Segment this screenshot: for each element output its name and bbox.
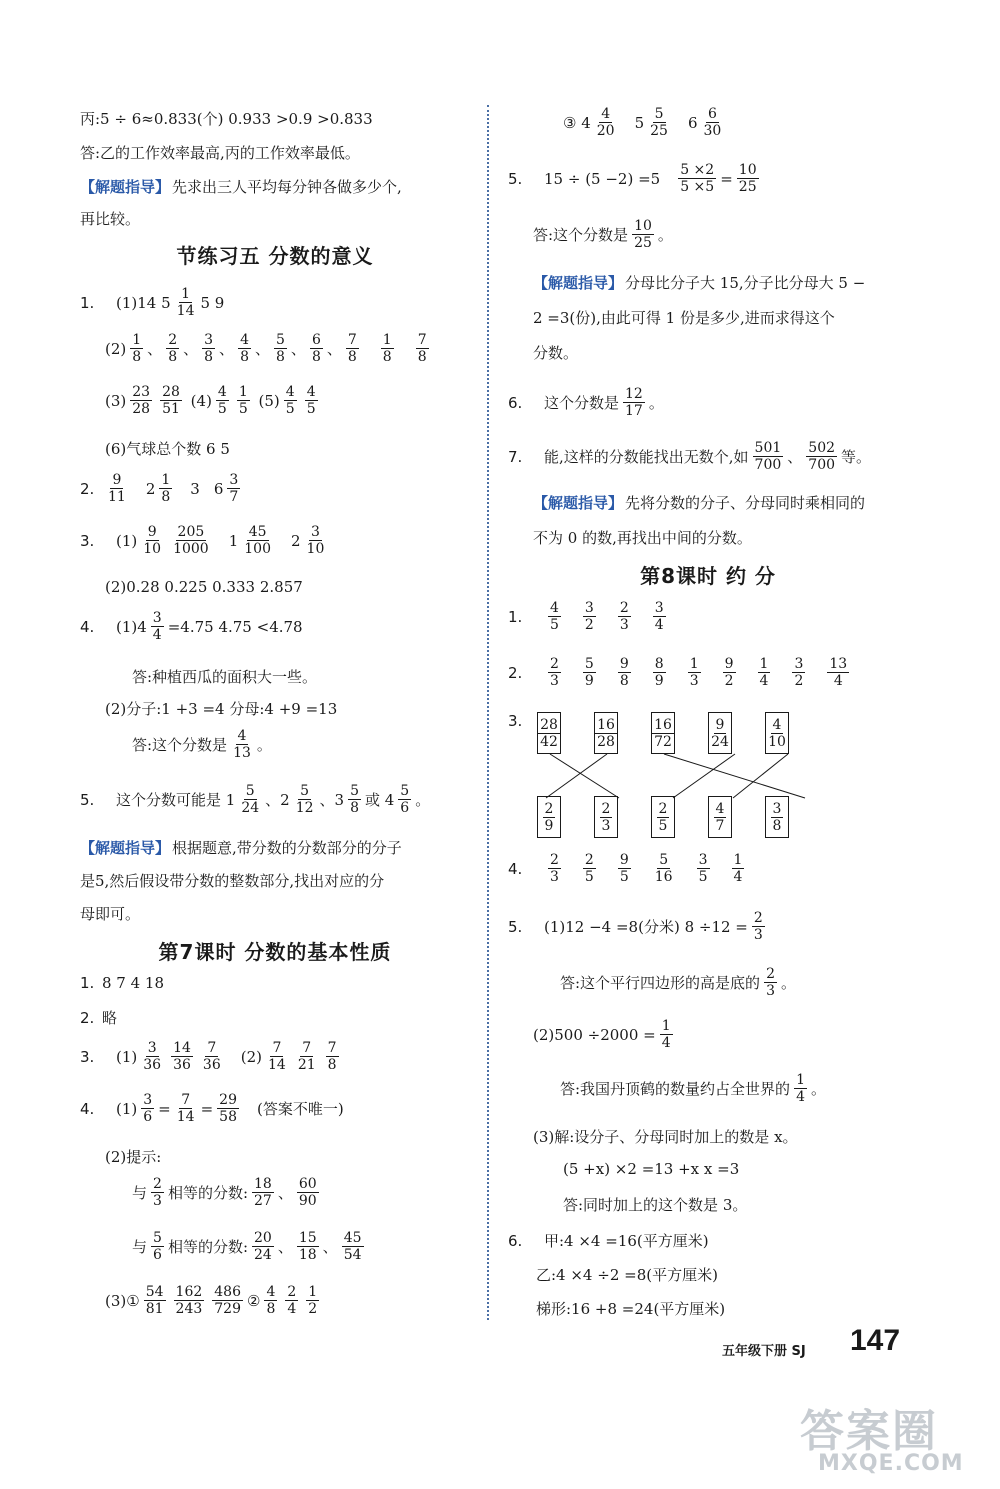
- guide-line: 【解题指导】 根据题意,带分数的分数部分的分子: [80, 839, 402, 857]
- match-box-bottom: $\frac{4}{7}$: [708, 796, 732, 838]
- answer-1-3: (3) $\frac{23}{28}$ $\frac{28}{51}$ (4) $\frac{4}{5}$ $\frac{1}{5}$ (5) $\frac{4}{5}$ $\frac{4}{5}$: [105, 384, 316, 417]
- text-line: (2)提示:: [105, 1148, 162, 1166]
- match-box-top: $\frac{16}{28}$: [594, 712, 618, 754]
- answer-1-1: 1. (1)14 5 $\frac{1}{14}$ 5 9: [80, 286, 225, 319]
- answer-r-3: ③ 4 $\frac{4}{20}$ 5 $\frac{5}{25}$ 6 $\frac{6}{30}$: [563, 106, 722, 139]
- matching-diagram: [533, 710, 833, 840]
- text-line: 答:我国丹顶鹤的数量约占全世界的 $\frac{1}{4}$ 。: [560, 1072, 826, 1105]
- answer-s4-1: 4. (1) $\frac{3}{6}$ = $\frac{7}{14}$ = $\frac{29}{58}$ (答案不唯一): [80, 1092, 344, 1125]
- answer-y2: 2. $\frac{2}{3}$ $\frac{5}{9}$ $\frac{9}{8}$ $\frac{8}{9}$ $\frac{1}{3}$ $\frac{9}{2}$ $\frac{1}{4}$ $\frac{3}{2}$ $\frac{13}{4}$: [508, 656, 848, 689]
- text-line: 不为 0 的数,再找出中间的分数。: [533, 529, 752, 547]
- text-line: 与 $\frac{2}{3}$ 相等的分数: $\frac{18}{27}$ 、 $\frac{60}{90}$: [132, 1176, 317, 1209]
- answer-s4-3: (3)① $\frac{54}{81}$ $\frac{162}{243}$ $\frac{486}{729}$ ② $\frac{4}{8}$ $\frac{2}{4}$ $\frac{1}{2}$: [105, 1284, 318, 1317]
- answer-r7: 7. 能,这样的分数能找出无数个,如 $\frac{501}{700}$ 、 $\frac{502}{700}$ 等。: [508, 440, 872, 473]
- guide-label: 【解题指导】: [80, 178, 171, 196]
- section-heading: 第7课时 分数的基本性质: [158, 940, 392, 964]
- match-box-bottom: $\frac{2}{3}$: [594, 796, 618, 838]
- answer-1-6: (6)气球总个数 6 5: [105, 440, 230, 458]
- text-line: 母即可。: [80, 905, 141, 923]
- text-line: 丙:5 ÷ 6≈0.833(个) 0.933 >0.9 >0.833: [80, 110, 373, 128]
- text-line: 乙:4 ×4 ÷2 =8(平方厘米): [536, 1266, 718, 1284]
- text-line: 再比较。: [80, 210, 141, 228]
- match-box-top: $\frac{4}{10}$: [765, 712, 789, 754]
- guide-line: 【解题指导】 分母比分子大 15,分子比分母大 5 −: [533, 274, 866, 292]
- answer-5: 5. 这个分数可能是 1 $\frac{5}{24}$ 、2 $\frac{5}{12}$ 、3 $\frac{5}{8}$ 或 4 $\frac{5}{6}$ 。: [80, 783, 431, 816]
- text-line: 分数。: [533, 344, 579, 362]
- text-line: 与 $\frac{5}{6}$ 相等的分数: $\frac{20}{24}$ 、 $\frac{15}{18}$ 、 $\frac{45}{54}$: [132, 1230, 362, 1263]
- match-box-bottom: $\frac{3}{8}$: [765, 796, 789, 838]
- column-divider: [487, 105, 489, 1320]
- text-line: 答:同时加上的这个数是 3。: [563, 1196, 748, 1214]
- text-line: (5 +x) ×2 =13 +x x =3: [563, 1160, 740, 1178]
- answer-s2: 2. 略: [80, 1008, 118, 1027]
- section-heading: 节练习五 分数的意义: [176, 244, 374, 268]
- answer-y6: 6. 甲:4 ×4 =16(平方厘米): [508, 1231, 709, 1250]
- text-line: (3)解:设分子、分母同时加上的数是 x。: [533, 1128, 798, 1146]
- answer-r6: 6. 这个分数是 $\frac{12}{17}$ 。: [508, 386, 664, 419]
- text-line: 梯形:16 +8 =24(平方厘米): [536, 1300, 726, 1318]
- text-line: 答:这个分数是 $\frac{4}{13}$ 。: [132, 728, 272, 761]
- match-box-top: $\frac{9}{24}$: [708, 712, 732, 754]
- answer-3-1: 3. (1) $\frac{9}{10}$ $\frac{205}{1000}$ 1 $\frac{45}{100}$ 2 $\frac{3}{10}$: [80, 524, 325, 557]
- match-box-top: $\frac{28}{42}$: [537, 712, 561, 754]
- text-line: 2 =3(份),由此可得 1 份是多少,进而求得这个: [533, 309, 835, 327]
- page-number: 147: [850, 1324, 901, 1357]
- footer-grade-label: 五年级下册 SJ: [722, 1344, 806, 1359]
- answer-s3: 3. (1) $\frac{3}{36}$ $\frac{14}{36}$ $\frac{7}{36}$ (2) $\frac{7}{14}$ $\frac{7}{21}$ $\frac{7}{8}$: [80, 1040, 337, 1073]
- match-box-top: $\frac{16}{72}$: [651, 712, 675, 754]
- text-line: 是5,然后假设带分数的整数部分,找出对应的分: [80, 872, 385, 890]
- guide-line: 【解题指导】 先将分数的分子、分母同时乘相同的: [533, 494, 866, 512]
- text-line: 答:乙的工作效率最高,丙的工作效率最低。: [80, 144, 360, 162]
- text-line: 答:这个平行四边形的高是底的 $\frac{2}{3}$ 。: [560, 966, 796, 999]
- answer-2: 2. $\frac{9}{11}$ 2 $\frac{1}{8}$ 3 6 $\frac{3}{7}$: [80, 472, 239, 505]
- text-line: 答:种植西瓜的面积大一些。: [132, 668, 318, 686]
- section-heading: 第8课时 约 分: [640, 564, 776, 588]
- answer-3-2: (2)0.28 0.225 0.333 2.857: [105, 578, 303, 596]
- fraction: $\frac{1}{14}$: [176, 286, 195, 319]
- answer-y1: 1. $\frac{4}{5}$ $\frac{3}{2}$ $\frac{2}{3}$ $\frac{3}{4}$: [508, 600, 664, 633]
- match-box-bottom: $\frac{2}{5}$: [651, 796, 675, 838]
- answer-s1: 1. 8 7 4 18: [80, 974, 165, 992]
- answer-y5-2: (2)500 ÷2000 = $\frac{1}{4}$: [533, 1018, 671, 1051]
- answer-y5-1: 5. (1)12 −4 =8(分米) 8 ÷12 = $\frac{2}{3}$: [508, 910, 763, 943]
- guide-line: 【解题指导】 先求出三人平均每分钟各做多少个,: [80, 178, 402, 196]
- answer-1-2: (2) $\frac{1}{8}$ 、 $\frac{2}{8}$ 、 $\frac{3}{8}$ 、 $\frac{4}{8}$ 、 $\frac{5}{8}$ 、 $\frac{6}{8}$ 、 $\frac{7}{8}$ $\frac{1}{8}$ $\frac{7}{8}$: [105, 332, 427, 365]
- text-line: (2)分子:1 +3 =4 分母:4 +9 =13: [105, 700, 338, 718]
- answer-y4: 4. $\frac{2}{3}$ $\frac{2}{5}$ $\frac{9}{5}$ $\frac{5}{16}$ $\frac{3}{5}$ $\frac{1}{4}$: [508, 852, 743, 885]
- match-box-bottom: $\frac{2}{9}$: [537, 796, 561, 838]
- text-line: 答:这个分数是 $\frac{10}{25}$ 。: [533, 218, 673, 251]
- answer-r5: 5. 15 ÷ (5 −2) =5 $\frac{5 \times 2}{5 \times 5}$ = $\frac{10}{25}$: [508, 162, 757, 195]
- answer-4-1: 4. (1)4 $\frac{3}{4}$ =4.75 4.75 <4.78: [80, 610, 303, 643]
- watermark-logo: 答案圈 MXQE.COM: [800, 1406, 964, 1476]
- answer-y3-label: 3.: [508, 712, 523, 730]
